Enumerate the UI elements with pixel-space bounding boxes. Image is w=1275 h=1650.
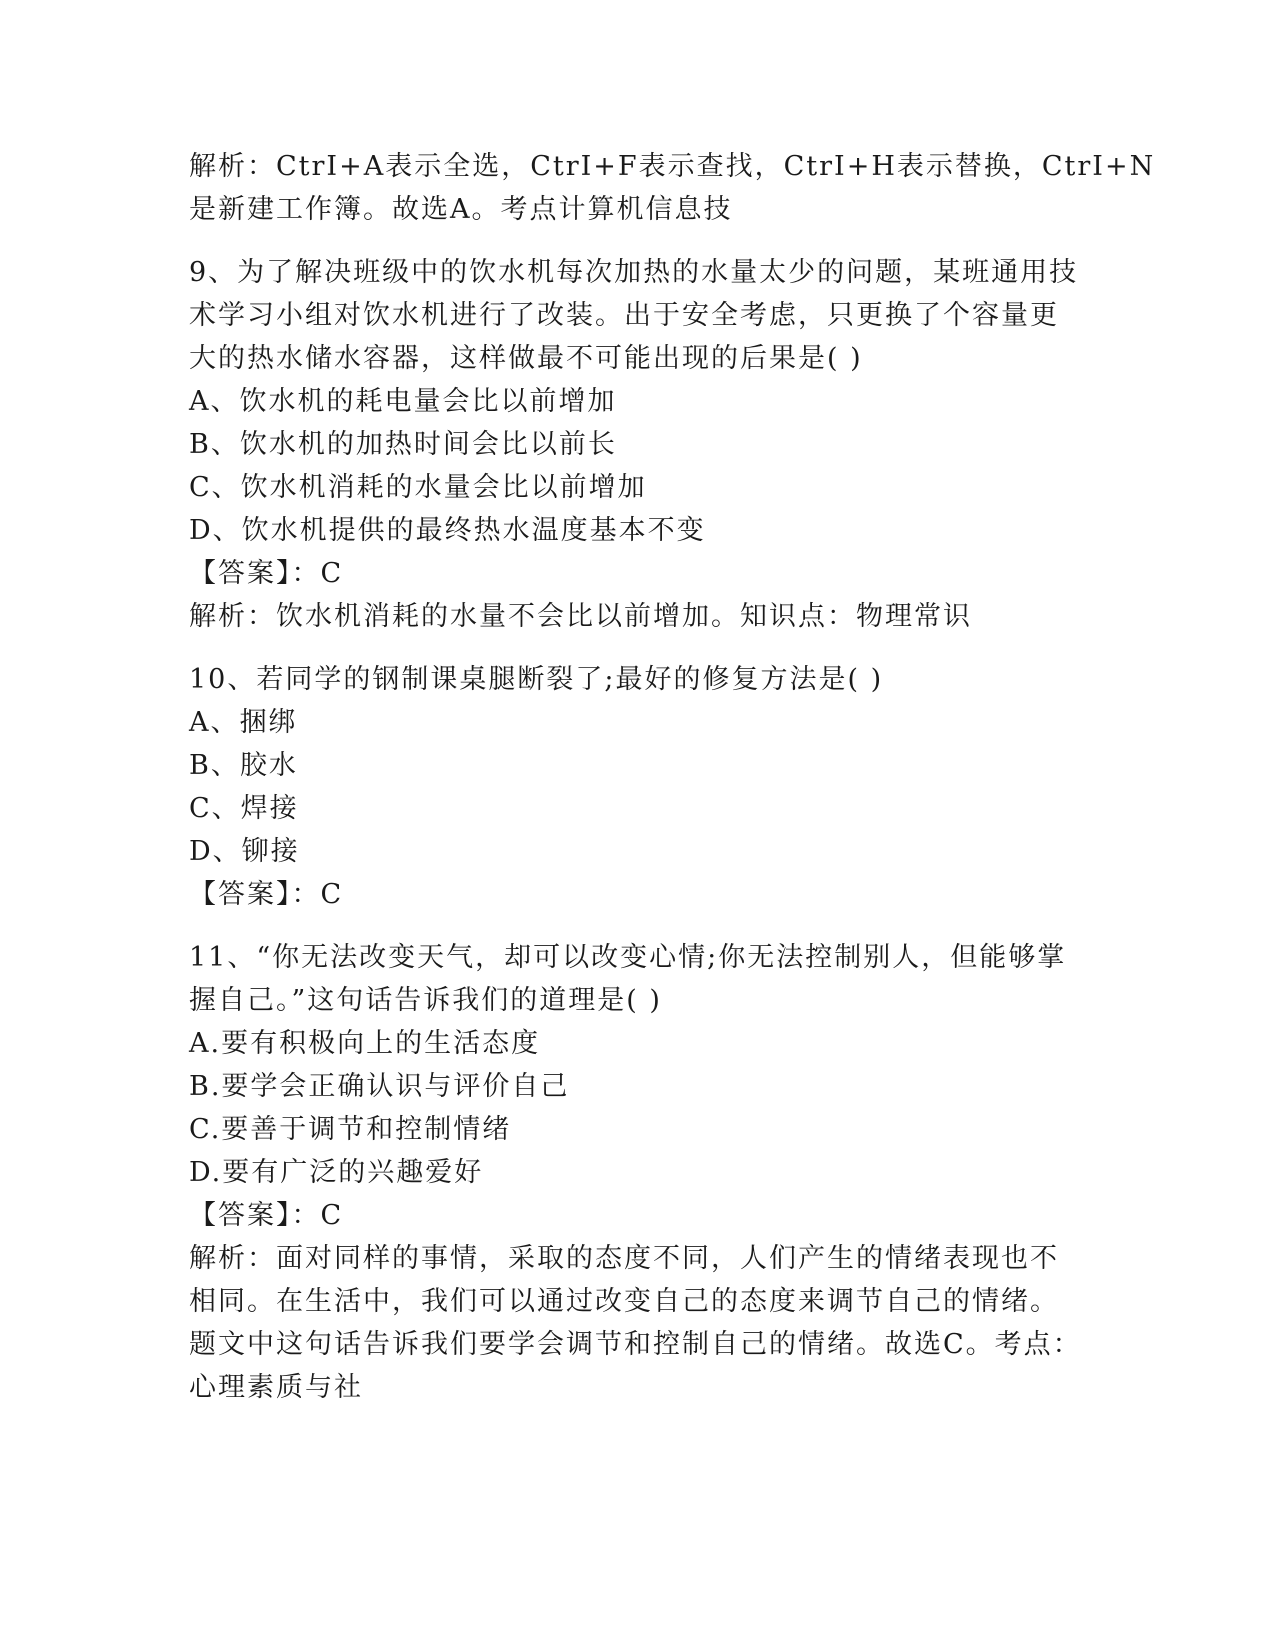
option-c: C、焊接 [189,793,299,824]
answer: 【答案】：C [189,1200,344,1231]
option-d: D、铆接 [189,836,300,867]
q8-analysis [189,145,1156,231]
option-c: C、饮水机消耗的水量会比以前增加 [189,472,647,503]
option-c: C.要善于调节和控制情绪 [189,1114,512,1145]
option-a: A、捆绑 [189,707,298,738]
option-a: A.要有积极向上的生活态度 [189,1028,541,1059]
analysis-line: 题文中这句话告诉我们要学会调节和控制自己的情绪。故选C。考点： [189,1329,1082,1360]
analysis-line: 解析：面对同样的事情，采取的态度不同，人们产生的情绪表现也不 [189,1243,1059,1274]
analysis-line: 心理素质与社 [189,1372,363,1403]
analysis-line: 解析：CtrI+A表示全选，CtrI+F表示查找，CtrI+H表示替换，CtrI+N [189,151,1156,182]
question-text: 握自己。”这句话告诉我们的道理是( ) [189,985,662,1016]
question-text: 11、“你无法改变天气，却可以改变心情;你无法控制别人，但能够掌 [189,942,1067,973]
option-b: B.要学会正确认识与评价自己 [189,1071,570,1102]
question-10 [189,658,1089,916]
question-11 [189,936,1089,1409]
question-text: 10、若同学的钢制课桌腿断裂了;最好的修复方法是( ) [189,664,884,695]
analysis-line: 是新建工作簿。故选A。考点计算机信息技 [189,194,733,225]
analysis-line: 相同。在生活中，我们可以通过改变自己的态度来调节自己的情绪。 [189,1286,1059,1317]
question-9 [189,251,1089,638]
question-text: 术学习小组对饮水机进行了改装。出于安全考虑，只更换了个容量更 [189,300,1059,331]
question-text: 9、为了解决班级中的饮水机每次加热的水量太少的问题，某班通用技 [189,257,1079,288]
option-a: A、饮水机的耗电量会比以前增加 [189,386,617,417]
option-b: B、胶水 [189,750,298,781]
question-text: 大的热水储水容器，这样做最不可能出现的后果是( ) [189,343,863,374]
document-content [189,145,1156,1409]
answer: 【答案】：C [189,558,344,589]
option-d: D、饮水机提供的最终热水温度基本不变 [189,515,706,546]
option-b: B、饮水机的加热时间会比以前长 [189,429,617,460]
answer: 【答案】：C [189,879,344,910]
option-d: D.要有广泛的兴趣爱好 [189,1157,484,1188]
analysis-line: 解析：饮水机消耗的水量不会比以前增加。知识点：物理常识 [189,601,972,632]
